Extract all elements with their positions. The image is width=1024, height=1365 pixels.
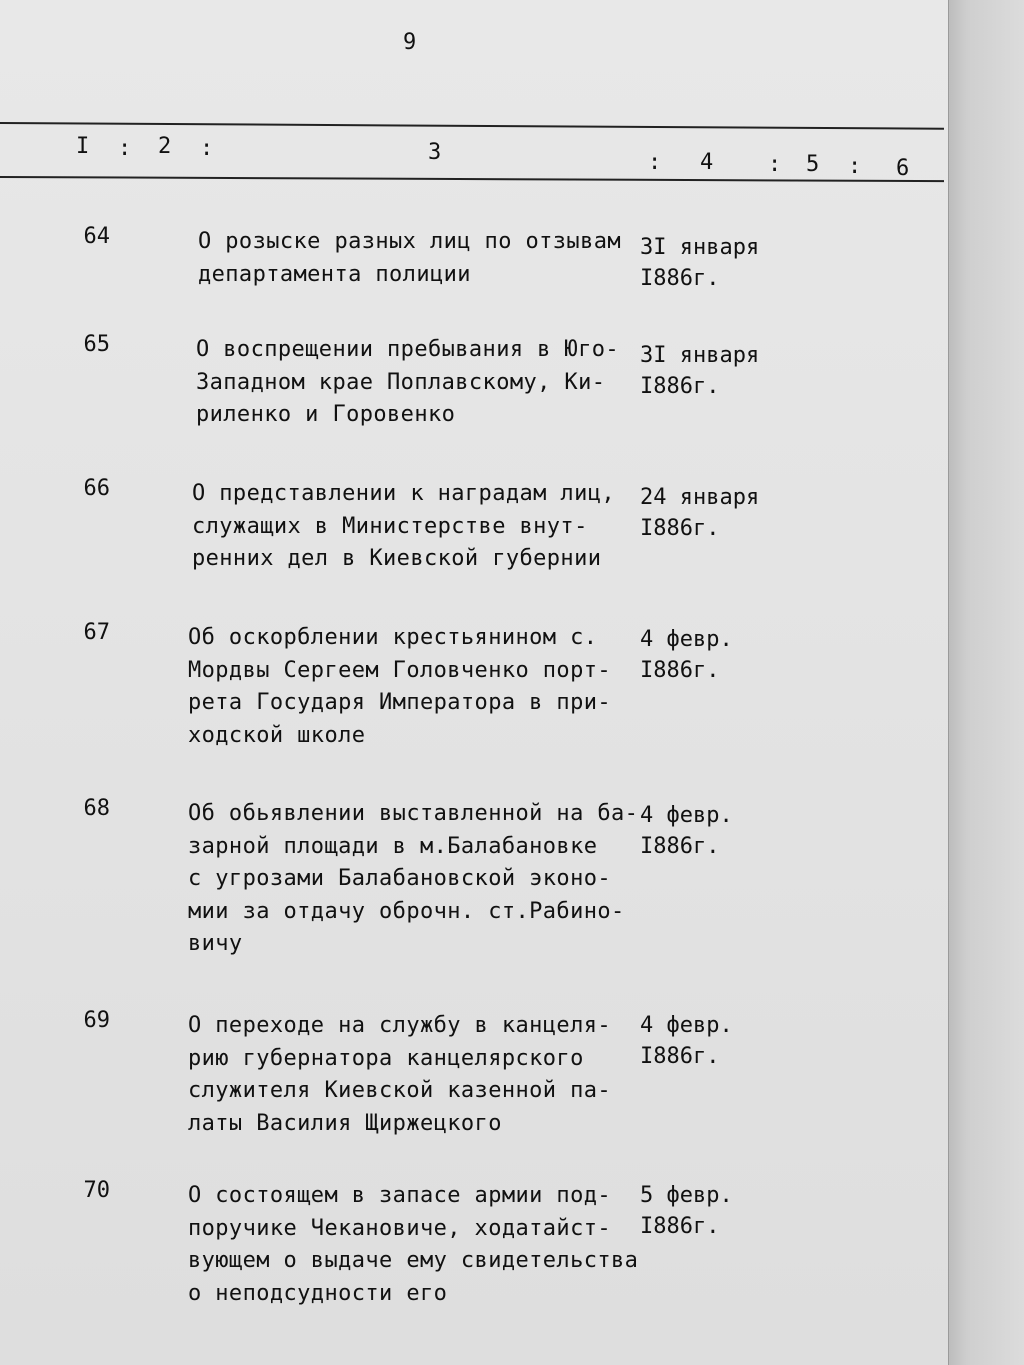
column-separator: : — [200, 136, 214, 161]
entry-date: 4 февр. I886г. — [640, 1013, 733, 1069]
entry-date: 24 января I886г. — [640, 485, 760, 541]
entry-description: Об обьявлении выставленной на ба- зарной площади в м.Балабановке с угрозами Балабановской эконо- мии за отдачу оброчн. ст.Рабино- вичу — [188, 801, 639, 956]
column-header-2: 2 — [158, 134, 172, 159]
column-separator: : — [118, 136, 132, 161]
column-separator: : — [768, 152, 782, 177]
entry-date: 3I января I886г. — [640, 235, 760, 291]
entry-description: О розыске разных лиц по отзывам департамента полиции — [198, 229, 621, 287]
column-header-6: 6 — [896, 156, 910, 181]
entry-number: 68 — [83, 796, 110, 821]
entry-number: 69 — [83, 1008, 110, 1033]
entry-number: 64 — [83, 224, 110, 249]
page-number: 9 — [403, 30, 417, 55]
entry-date: 4 февр. I886г. — [640, 627, 733, 683]
entry-description: О переходе на службу в канцеля- рию губернатора канцелярского служителя Киевской казенной па- латы Василия Щиржецкого — [188, 1013, 611, 1136]
entry-date: 4 февр. I886г. — [640, 803, 733, 859]
column-header-3: 3 — [428, 140, 442, 165]
column-separator: : — [848, 154, 862, 179]
column-header-1: I — [76, 134, 90, 159]
entry-date: 5 февр. I886г. — [640, 1183, 733, 1239]
column-separator: : — [648, 150, 662, 175]
entry-number: 65 — [83, 332, 110, 357]
entry-description: Об оскорблении крестьянином с. Мордвы Сергеем Головченко порт- рета Государя Императора в при- ходской школе — [188, 625, 611, 748]
column-header-4: 4 — [700, 150, 714, 175]
entry-number: 70 — [83, 1178, 110, 1203]
entry-date: 3I января I886г. — [640, 343, 760, 399]
entry-description: О представлении к наградам лиц, служащих в Министерстве внут- ренних дел в Киевской губернии — [192, 481, 615, 571]
entry-number: 66 — [83, 476, 110, 501]
entry-description: О воспрещении пребывания в Юго- Западном крае Поплавскому, Ки- риленко и Горовенко — [196, 337, 619, 427]
column-header-5: 5 — [806, 152, 820, 177]
entry-number: 67 — [83, 620, 110, 645]
page-edge — [948, 0, 1024, 1365]
entry-description: О состоящем в запасе армии под- поручике Чекановиче, ходатайст- вующем о выдаче ему свидетельства о неподсудности его — [188, 1183, 639, 1306]
